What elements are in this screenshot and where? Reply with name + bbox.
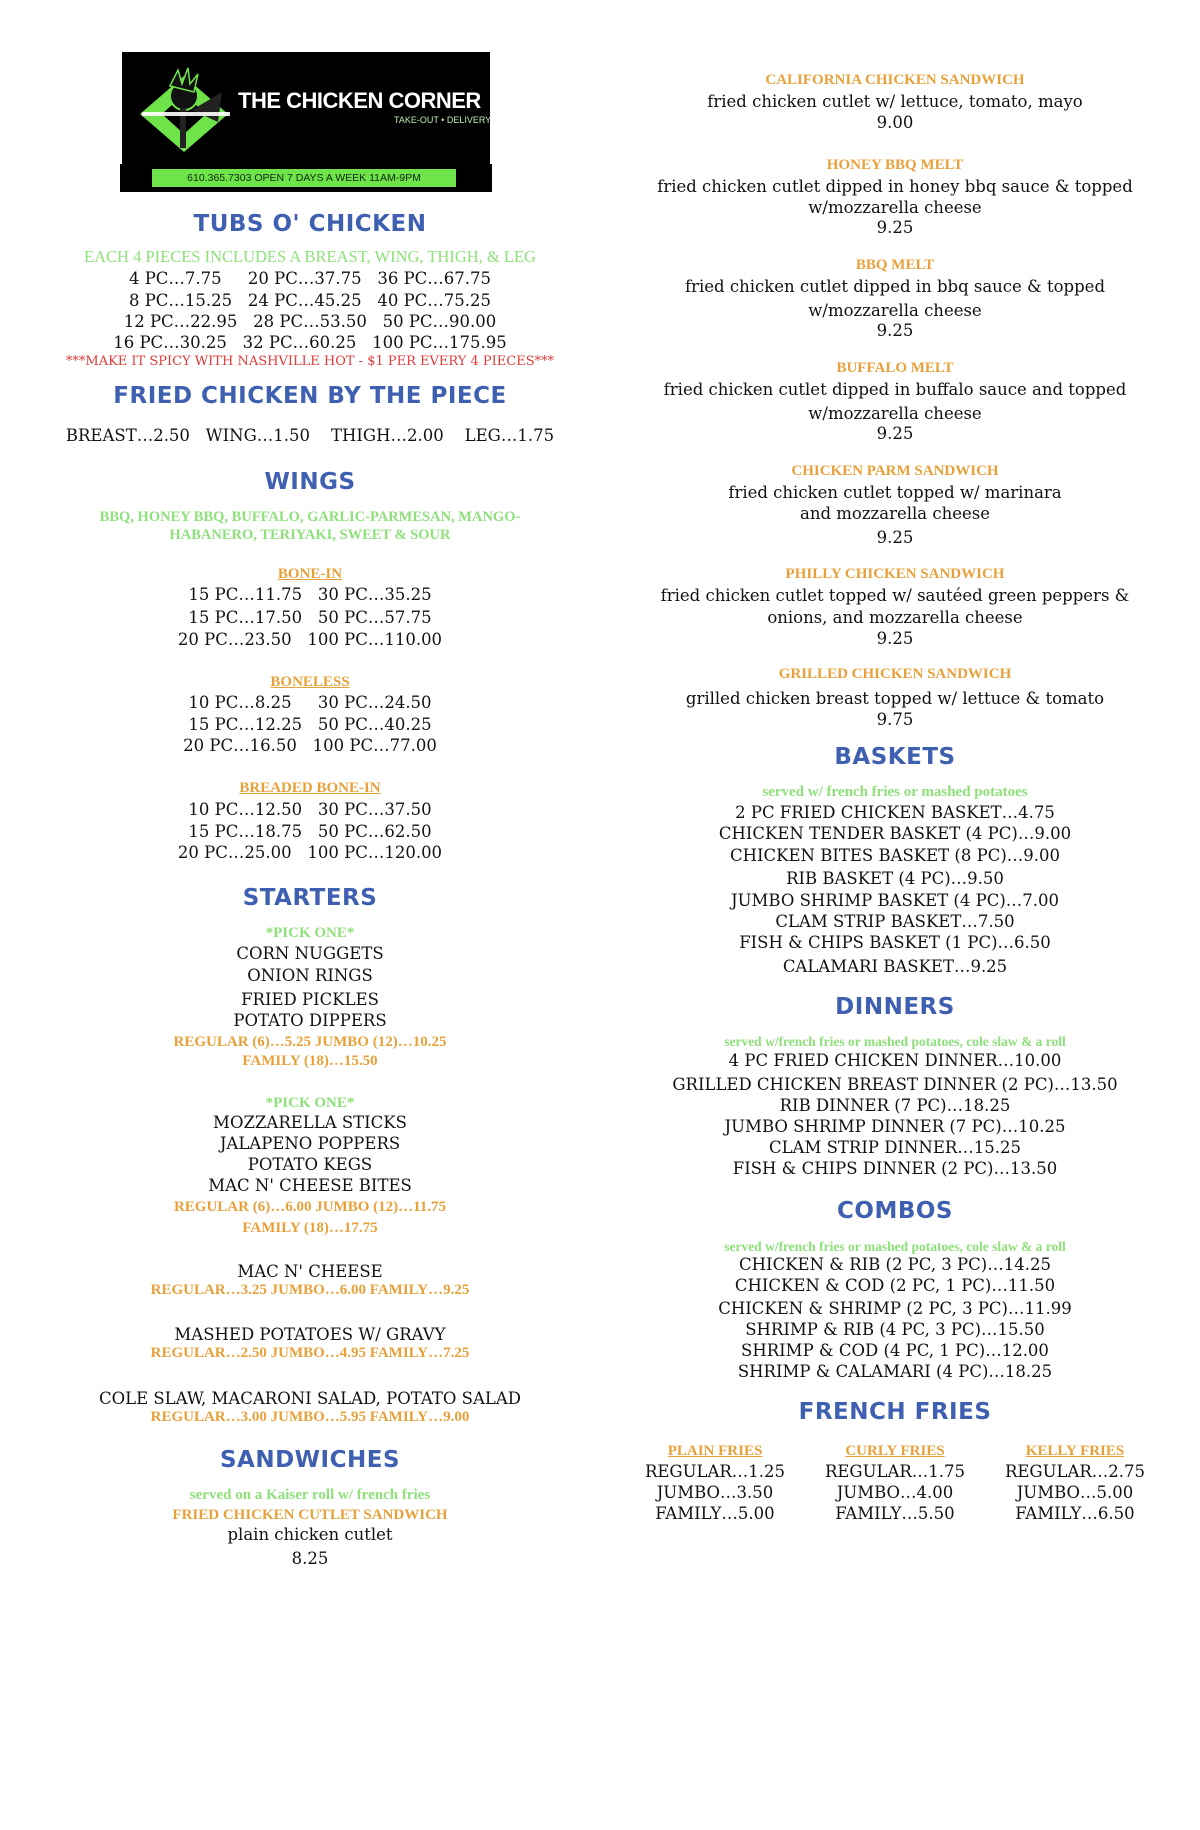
starter-item: ONION RINGS — [247, 966, 373, 985]
fries-price: REGULAR…2.75 — [1004, 1462, 1146, 1481]
sandwich-desc: w/mozzarella cheese — [808, 301, 982, 320]
fries-type-label: KELLY FRIES — [1025, 1443, 1125, 1459]
logo-brand-name: THE CHICKEN CORNER — [238, 88, 481, 113]
sandwiches-heading: SANDWICHES — [219, 1447, 401, 1473]
breaded-row: 20 PC…25.00 100 PC…120.00 — [177, 843, 443, 862]
sandwich-name: CALIFORNIA CHICKEN SANDWICH — [765, 72, 1025, 88]
starter-item: CORN NUGGETS — [236, 944, 384, 963]
fries-column-kelly — [985, 1441, 1165, 1524]
sandwich-price: 9.25 — [876, 528, 914, 547]
combo-item: SHRIMP & COD (4 PC, 1 PC)…12.00 — [741, 1341, 1049, 1360]
starter-prices: REGULAR (6)…5.25 JUMBO (12)…10.25 — [173, 1034, 447, 1050]
boneless-row: 10 PC…8.25 30 PC…24.50 — [188, 693, 432, 712]
tubs-note: EACH 4 PIECES INCLUDES A BREAST, WING, THIGH, & LEG — [84, 247, 536, 266]
side-prices: REGULAR…3.00 JUMBO…5.95 FAMILY…9.00 — [150, 1409, 470, 1425]
sandwich-desc: grilled chicken breast topped w/ lettuce & tomato — [685, 689, 1105, 708]
bone-in-row: 15 PC…17.50 50 PC…57.75 — [188, 608, 432, 627]
basket-item: CALAMARI BASKET…9.25 — [782, 957, 1008, 976]
starter-item: POTATO KEGS — [247, 1155, 373, 1174]
breaded-label: BREADED BONE-IN — [239, 780, 381, 796]
sandwich-desc: fried chicken cutlet topped w/ marinara — [728, 483, 1062, 502]
sandwich-desc: and mozzarella cheese — [800, 504, 990, 523]
pick-one-label: *PICK ONE* — [265, 1095, 355, 1111]
basket-item: JUMBO SHRIMP BASKET (4 PC)…7.00 — [730, 891, 1060, 910]
side-prices: REGULAR…3.25 JUMBO…6.00 FAMILY…9.25 — [150, 1282, 470, 1298]
pick-one-label: *PICK ONE* — [265, 925, 355, 941]
dinner-item: JUMBO SHRIMP DINNER (7 PC)…10.25 — [724, 1117, 1066, 1136]
combos-heading: COMBOS — [837, 1198, 953, 1224]
fries-price: REGULAR…1.75 — [824, 1462, 966, 1481]
breaded-row: 15 PC…18.75 50 PC…62.50 — [188, 822, 432, 841]
dinner-item: GRILLED CHICKEN BREAST DINNER (2 PC)…13.50 — [672, 1075, 1118, 1094]
combo-item: SHRIMP & RIB (4 PC, 3 PC)…15.50 — [745, 1320, 1045, 1339]
sandwich-desc: onions, and mozzarella cheese — [767, 608, 1023, 627]
fries-heading: FRENCH FRIES — [798, 1399, 992, 1425]
combo-item: CHICKEN & SHRIMP (2 PC, 3 PC)…11.99 — [718, 1299, 1072, 1318]
fries-column-plain — [625, 1441, 805, 1524]
sandwich-desc: plain chicken cutlet — [227, 1525, 393, 1544]
by-piece-prices: BREAST…2.50 WING…1.50 THIGH…2.00 LEG…1.75 — [65, 426, 555, 445]
fries-type-label: PLAIN FRIES — [667, 1443, 763, 1459]
sandwich-desc: fried chicken cutlet dipped in honey bbq sauce & topped — [657, 177, 1133, 196]
dinners-note: served w/french fries or mashed potatoes, cole slaw & a roll — [724, 1034, 1066, 1049]
sandwich-price: 9.25 — [876, 629, 914, 648]
wings-flavors: BBQ, HONEY BBQ, BUFFALO, GARLIC-PARMESAN, MANGO- — [99, 509, 521, 525]
tubs-row: 16 PC…30.25 32 PC…60.25 100 PC…175.95 — [113, 333, 507, 352]
starter-prices: FAMILY (18)…17.75 — [242, 1220, 378, 1236]
dinner-item: 4 PC FRIED CHICKEN DINNER…10.00 — [728, 1051, 1062, 1070]
sandwich-price: 9.00 — [876, 113, 914, 132]
basket-item: RIB BASKET (4 PC)…9.50 — [786, 869, 1004, 888]
sandwich-desc: fried chicken cutlet dipped in bbq sauce & topped — [684, 277, 1106, 296]
logo-tagline: TAKE-OUT • DELIVERY — [394, 115, 492, 125]
sandwich-price: 8.25 — [291, 1549, 329, 1568]
wings-flavors: HABANERO, TERIYAKI, SWEET & SOUR — [169, 527, 451, 543]
sandwich-name: BBQ MELT — [855, 257, 935, 273]
fries-price: JUMBO…4.00 — [836, 1483, 954, 1502]
sandwich-price: 9.75 — [876, 710, 914, 729]
fries-price: FAMILY…5.50 — [835, 1504, 955, 1523]
tubs-row: 4 PC…7.75 20 PC…37.75 36 PC…67.75 — [128, 269, 492, 288]
tubs-heading: TUBS O' CHICKEN — [193, 211, 427, 237]
side-item: COLE SLAW, MACARONI SALAD, POTATO SALAD — [98, 1389, 522, 1408]
bone-in-label: BONE-IN — [277, 566, 343, 582]
combos-note: served w/french fries or mashed potatoes, cole slaw & a roll — [724, 1239, 1066, 1254]
sandwich-desc: fried chicken cutlet dipped in buffalo sauce and topped — [663, 380, 1127, 399]
dinner-item: CLAM STRIP DINNER…15.25 — [768, 1138, 1022, 1157]
starter-item: POTATO DIPPERS — [233, 1011, 387, 1030]
dinner-item: FISH & CHIPS DINNER (2 PC)…13.50 — [732, 1159, 1058, 1178]
combo-item: CHICKEN & RIB (2 PC, 3 PC)…14.25 — [739, 1255, 1051, 1274]
combo-item: SHRIMP & CALAMARI (4 PC)…18.25 — [737, 1362, 1053, 1381]
logo-panel — [122, 52, 490, 164]
boneless-label: BONELESS — [270, 674, 350, 690]
starters-heading: STARTERS — [242, 885, 378, 911]
fries-type-label: CURLY FRIES — [845, 1443, 945, 1459]
bone-in-row: 15 PC…11.75 30 PC…35.25 — [188, 585, 432, 604]
sandwich-desc: fried chicken cutlet w/ lettuce, tomato, mayo — [707, 92, 1083, 111]
boneless-row: 20 PC…16.50 100 PC…77.00 — [183, 736, 437, 755]
basket-item: CHICKEN BITES BASKET (8 PC)…9.00 — [730, 846, 1060, 865]
basket-item: 2 PC FRIED CHICKEN BASKET…4.75 — [735, 803, 1055, 822]
side-prices: REGULAR…2.50 JUMBO…4.95 FAMILY…7.25 — [150, 1345, 470, 1361]
fries-column-curly — [805, 1441, 985, 1524]
sandwich-name: BUFFALO MELT — [836, 360, 954, 376]
sandwich-name: PHILLY CHICKEN SANDWICH — [785, 566, 1005, 582]
dinners-heading: DINNERS — [835, 994, 955, 1020]
sandwich-price: 9.25 — [876, 321, 914, 340]
fries-price: REGULAR…1.25 — [644, 1462, 786, 1481]
tubs-row: 8 PC…15.25 24 PC…45.25 40 PC…75.25 — [128, 291, 492, 310]
breaded-row: 10 PC…12.50 30 PC…37.50 — [188, 800, 432, 819]
baskets-heading: BASKETS — [834, 744, 956, 770]
sandwich-desc: w/mozzarella cheese — [808, 198, 982, 217]
sandwich-name: GRILLED CHICKEN SANDWICH — [778, 666, 1012, 682]
starter-prices: REGULAR (6)…6.00 JUMBO (12)…11.75 — [173, 1199, 447, 1215]
fries-price: JUMBO…5.00 — [1016, 1483, 1134, 1502]
sandwich-name: HONEY BBQ MELT — [826, 157, 964, 173]
hours-phone-text: 610.365.7303 OPEN 7 DAYS A WEEK 11AM-9PM — [152, 169, 456, 187]
starter-prices: FAMILY (18)…15.50 — [242, 1053, 378, 1069]
wings-heading: WINGS — [264, 469, 356, 495]
basket-item: CLAM STRIP BASKET…7.50 — [775, 912, 1015, 931]
starter-item: FRIED PICKLES — [241, 990, 379, 1009]
sandwiches-note: served on a Kaiser roll w/ french fries — [189, 1487, 431, 1503]
side-item: MASHED POTATOES W/ GRAVY — [174, 1325, 446, 1344]
boneless-row: 15 PC…12.25 50 PC…40.25 — [188, 715, 432, 734]
starter-item: MOZZARELLA STICKS — [213, 1113, 407, 1132]
sandwich-desc: w/mozzarella cheese — [808, 404, 982, 423]
bone-in-row: 20 PC…23.50 100 PC…110.00 — [177, 630, 443, 649]
fries-price: JUMBO…3.50 — [656, 1483, 774, 1502]
sandwich-price: 9.25 — [876, 218, 914, 237]
dinner-item: RIB DINNER (7 PC)…18.25 — [779, 1096, 1011, 1115]
basket-item: FISH & CHIPS BASKET (1 PC)…6.50 — [739, 933, 1051, 952]
starter-item: JALAPENO POPPERS — [219, 1134, 401, 1153]
side-item: MAC N' CHEESE — [237, 1262, 383, 1281]
logo-info-bar — [120, 164, 492, 192]
baskets-note: served w/ french fries or mashed potatoes — [762, 784, 1028, 800]
sandwich-desc: fried chicken cutlet topped w/ sautéed green peppers & — [660, 586, 1130, 605]
basket-item: CHICKEN TENDER BASKET (4 PC)…9.00 — [718, 824, 1072, 843]
spicy-note: ***MAKE IT SPICY WITH NASHVILLE HOT - $1 PER EVERY 4 PIECES*** — [65, 354, 555, 369]
sandwich-name: CHICKEN PARM SANDWICH — [791, 463, 999, 479]
restaurant-logo — [122, 52, 490, 192]
starter-item: MAC N' CHEESE BITES — [208, 1176, 412, 1195]
tubs-row: 12 PC…22.95 28 PC…53.50 50 PC…90.00 — [123, 312, 497, 331]
by-piece-heading: FRIED CHICKEN BY THE PIECE — [113, 383, 507, 409]
fries-price: FAMILY…6.50 — [1015, 1504, 1135, 1523]
combo-item: CHICKEN & COD (2 PC, 1 PC)…11.50 — [734, 1276, 1056, 1295]
sandwich-price: 9.25 — [876, 424, 914, 443]
sandwich-name: FRIED CHICKEN CUTLET SANDWICH — [172, 1507, 448, 1523]
fries-price: FAMILY…5.00 — [655, 1504, 775, 1523]
